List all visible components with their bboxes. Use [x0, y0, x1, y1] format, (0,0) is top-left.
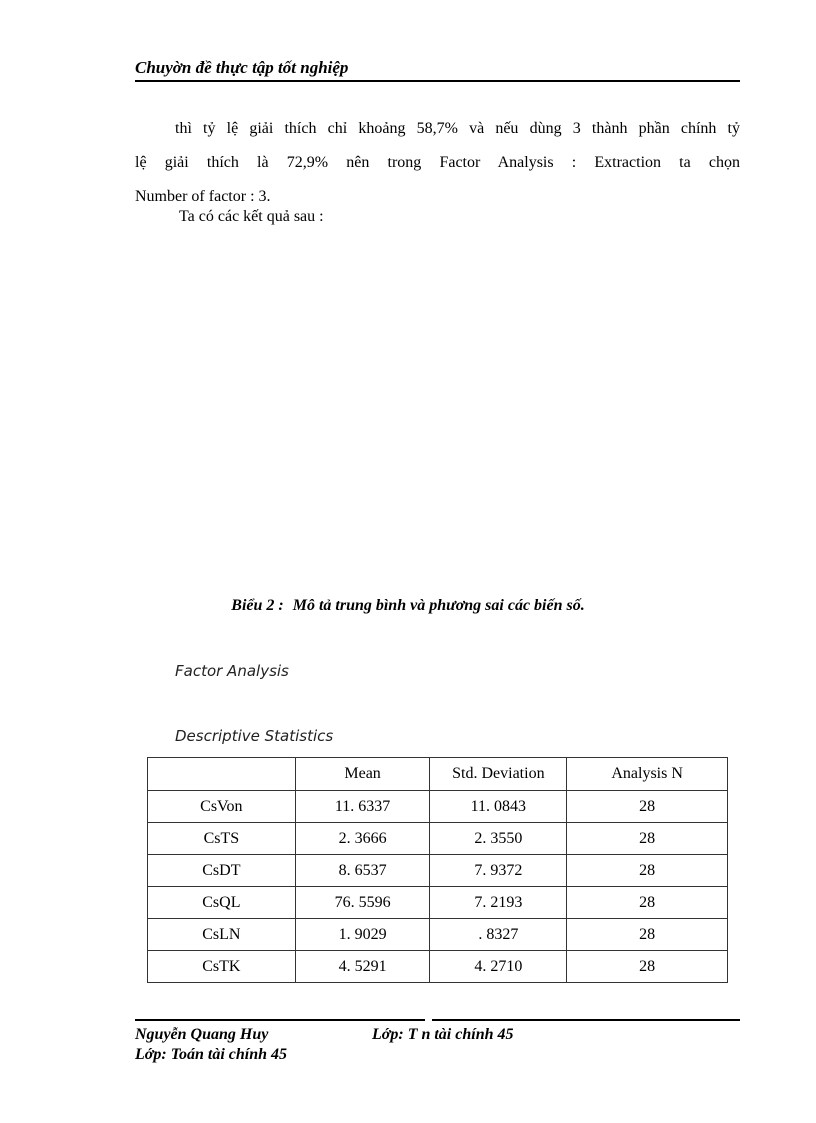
table-cell: CsTS	[148, 823, 296, 855]
table-cell: CsLN	[148, 919, 296, 951]
table-row	[148, 887, 728, 919]
footer-divider-left	[135, 1019, 425, 1021]
table-cell: 1. 9029	[295, 919, 430, 951]
table-cell: CsDT	[148, 855, 296, 887]
body-line: lệ giải thích là 72,9% nên trong Factor Analysis : Extraction ta chọn	[135, 154, 740, 171]
table-cell: 28	[567, 855, 728, 887]
table-header-cell	[148, 758, 296, 791]
table-cell: 28	[567, 919, 728, 951]
body-line: thì tỷ lệ giải thích chỉ khoảng 58,7% và nếu dùng 3 thành phần chính tỷ	[175, 120, 740, 137]
table-cell: 4. 5291	[295, 951, 430, 983]
table-cell: 8. 6537	[295, 855, 430, 887]
table-cell: . 8327	[430, 919, 567, 951]
figure-caption	[0, 597, 816, 615]
footer-divider-right	[432, 1019, 740, 1021]
table-cell: 4. 2710	[430, 951, 567, 983]
caption-label: Biểu 2 :	[231, 597, 284, 614]
body-line: Number of factor : 3.	[135, 188, 271, 205]
footer-author: Nguyễn Quang Huy	[135, 1026, 269, 1043]
table-cell: 11. 0843	[430, 791, 567, 823]
table-cell: CsQL	[148, 887, 296, 919]
table-header-cell: Mean	[295, 758, 430, 791]
body-paragraph	[135, 112, 740, 214]
table-header-cell: Analysis N	[567, 758, 728, 791]
table-cell: 76. 5596	[295, 887, 430, 919]
caption-text: Mô tả trung bình và phương sai các biến số.	[292, 597, 585, 614]
table-cell: 28	[567, 887, 728, 919]
footer-class-right: Lớp: T n tài chính 45	[372, 1026, 514, 1043]
table-row	[148, 951, 728, 983]
spss-output-title: Factor Analysis	[175, 662, 289, 680]
table-cell: CsVon	[148, 791, 296, 823]
spss-table-title: Descriptive Statistics	[175, 727, 334, 745]
table-cell: 2. 3550	[430, 823, 567, 855]
table-header-cell: Std. Deviation	[430, 758, 567, 791]
page-header-title: Chuyờn đề thực tập tốt nghiệp	[135, 58, 349, 77]
descriptive-statistics-table	[147, 757, 728, 983]
table-cell: CsTK	[148, 951, 296, 983]
table-row	[148, 791, 728, 823]
header-divider	[135, 80, 740, 82]
table-header-row	[148, 758, 728, 791]
footer-class-left: Lớp: Toán tài chính 45	[135, 1046, 288, 1063]
table-row	[148, 855, 728, 887]
table-cell: 11. 6337	[295, 791, 430, 823]
table-cell: 7. 9372	[430, 855, 567, 887]
table-cell: 7. 2193	[430, 887, 567, 919]
table-cell: 28	[567, 791, 728, 823]
results-intro: Ta có các kết quả sau :	[179, 208, 324, 225]
table-row	[148, 919, 728, 951]
table-cell: 28	[567, 951, 728, 983]
table-cell: 2. 3666	[295, 823, 430, 855]
table-row	[148, 823, 728, 855]
table-cell: 28	[567, 823, 728, 855]
